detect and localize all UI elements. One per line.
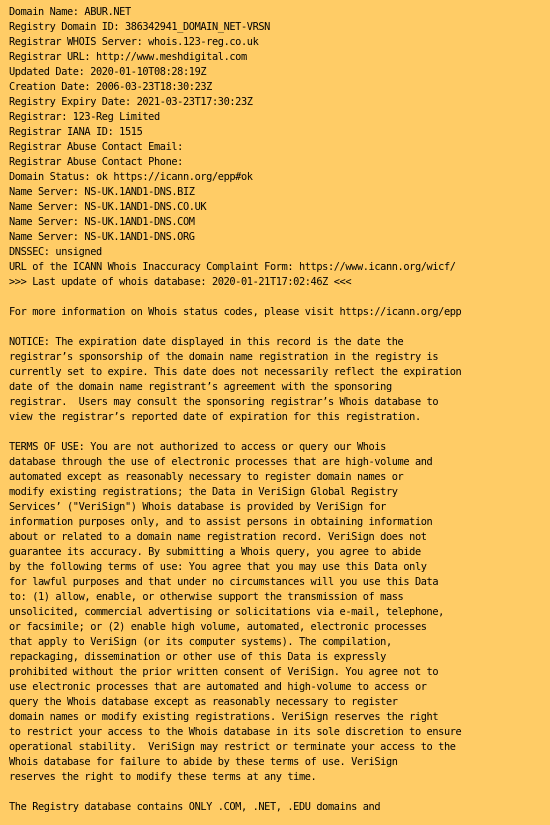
spacer <box>9 425 550 440</box>
terms-line: by the following terms of use: You agree that you may use this Data only <box>9 561 427 573</box>
abuse-contact-email-line: Registrar Abuse Contact Email: <box>9 141 183 153</box>
registry-footer-section <box>9 800 550 815</box>
registrar-iana-id-line: Registrar IANA ID: 1515 <box>9 126 143 138</box>
spacer <box>9 290 550 305</box>
registrar-url-line: Registrar URL: http://www.meshdigital.com <box>9 51 247 63</box>
dnssec-line: DNSSEC: unsigned <box>9 246 102 258</box>
terms-line: to restrict your access to the Whois database in its sole discretion to ensure <box>9 726 462 738</box>
terms-line: or facsimile; or (2) enable high volume, automated, electronic processes <box>9 621 427 633</box>
domain-status-line: Domain Status: ok https://icann.org/epp#ok <box>9 171 253 183</box>
spacer <box>9 320 550 335</box>
notice-line: view the registrar’s reported date of expiration for this registration. <box>9 411 421 423</box>
terms-line: Whois database for failure to abide by these terms of use. VeriSign <box>9 756 398 768</box>
notice-section <box>9 335 550 425</box>
whois-record-fields <box>9 5 550 290</box>
name-server-line: Name Server: NS-UK.1AND1-DNS.BIZ <box>9 186 195 198</box>
registrar-whois-server-line: Registrar WHOIS Server: whois.123-reg.co.uk <box>9 36 259 48</box>
terms-line: for lawful purposes and that under no circumstances will you use this Data <box>9 576 439 588</box>
name-server-line: Name Server: NS-UK.1AND1-DNS.COM <box>9 216 195 228</box>
notice-line: currently set to expire. This date does not necessarily reflect the expiration <box>9 366 462 378</box>
terms-line: about or related to a domain name registration record. VeriSign does not <box>9 531 427 543</box>
registrar-line: Registrar: 123-Reg Limited <box>9 111 160 123</box>
terms-line: guarantee its accuracy. By submitting a Whois query, you agree to abide <box>9 546 421 558</box>
status-info-section <box>9 305 550 320</box>
icann-complaint-form-line: URL of the ICANN Whois Inaccuracy Complaint Form: https://www.icann.org/wicf/ <box>9 261 456 273</box>
notice-line: date of the domain name registrant’s agreement with the sponsoring <box>9 381 392 393</box>
name-server-line: Name Server: NS-UK.1AND1-DNS.CO.UK <box>9 201 207 213</box>
terms-line: repackaging, dissemination or other use of this Data is expressly <box>9 651 386 663</box>
name-server-line: Name Server: NS-UK.1AND1-DNS.ORG <box>9 231 195 243</box>
terms-line: reserves the right to modify these terms at any time. <box>9 771 317 783</box>
status-info-line: For more information on Whois status codes, please visit https://icann.org/epp <box>9 306 462 318</box>
terms-line: prohibited without the prior written consent of VeriSign. You agree not to <box>9 666 439 678</box>
notice-line: NOTICE: The expiration date displayed in this record is the date the <box>9 336 404 348</box>
terms-line: use electronic processes that are automated and high-volume to access or <box>9 681 427 693</box>
updated-date-line: Updated Date: 2020-01-10T08:28:19Z <box>9 66 207 78</box>
terms-line: operational stability. VeriSign may restrict or terminate your access to the <box>9 741 456 753</box>
domain-name-line: Domain Name: ABUR.NET <box>9 6 131 18</box>
terms-line: information purposes only, and to assist persons in obtaining information <box>9 516 433 528</box>
terms-line: that apply to VeriSign (or its computer systems). The compilation, <box>9 636 392 648</box>
last-update-line: >>> Last update of whois database: 2020-01-21T17:02:46Z <<< <box>9 276 352 288</box>
terms-line: TERMS OF USE: You are not authorized to access or query our Whois <box>9 441 386 453</box>
notice-line: registrar’s sponsorship of the domain name registration in the registry is <box>9 351 439 363</box>
terms-line: automated except as reasonably necessary to register domain names or <box>9 471 404 483</box>
registry-footer-line: The Registry database contains ONLY .COM, .NET, .EDU domains and <box>9 801 381 813</box>
registry-domain-id-line: Registry Domain ID: 386342941_DOMAIN_NET-VRSN <box>9 21 270 33</box>
registry-expiry-date-line: Registry Expiry Date: 2021-03-23T17:30:23Z <box>9 96 253 108</box>
terms-line: domain names or modify existing registrations. VeriSign reserves the right <box>9 711 439 723</box>
terms-line: modify existing registrations; the Data in VeriSign Global Registry <box>9 486 398 498</box>
terms-line: unsolicited, commercial advertising or solicitations via e-mail, telephone, <box>9 606 444 618</box>
terms-line: Services’ ("VeriSign") Whois database is provided by VeriSign for <box>9 501 386 513</box>
spacer <box>9 785 550 800</box>
terms-line: database through the use of electronic processes that are high-volume and <box>9 456 433 468</box>
terms-of-use-section <box>9 440 550 785</box>
terms-line: to: (1) allow, enable, or otherwise support the transmission of mass <box>9 591 404 603</box>
abuse-contact-phone-line: Registrar Abuse Contact Phone: <box>9 156 183 168</box>
creation-date-line: Creation Date: 2006-03-23T18:30:23Z <box>9 81 212 93</box>
notice-line: registrar. Users may consult the sponsoring registrar’s Whois database to <box>9 396 439 408</box>
terms-line: query the Whois database except as reasonably necessary to register <box>9 696 398 708</box>
